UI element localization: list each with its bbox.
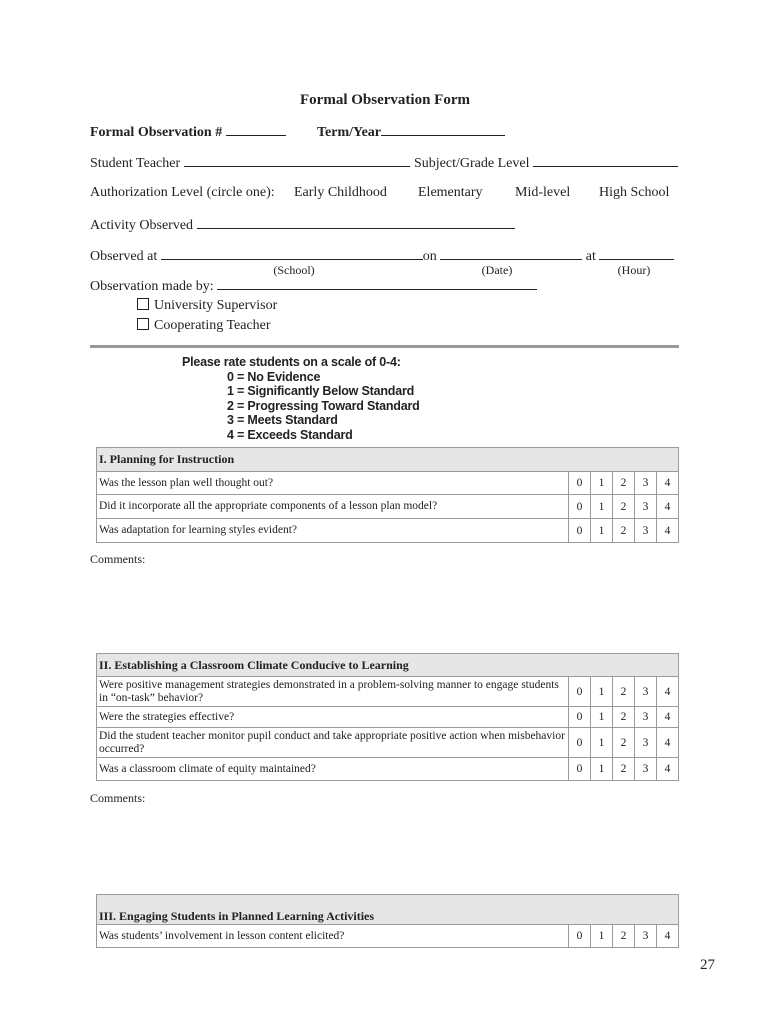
at-label: at xyxy=(585,249,596,264)
rating-2[interactable]: 2 xyxy=(613,728,635,758)
made-by-row xyxy=(90,277,537,295)
option-label: Cooperating Teacher xyxy=(154,318,271,333)
rating-3[interactable]: 3 xyxy=(635,495,657,519)
comments-label: Comments: xyxy=(90,552,146,566)
question: Was students’ involvement in lesson content elicited? xyxy=(97,925,569,948)
section-heading: III. Engaging Students in Planned Learning Activities xyxy=(97,895,679,925)
date-caption: (Date) xyxy=(481,263,513,277)
activity-row xyxy=(90,216,515,234)
term-year-label: Term/Year xyxy=(317,125,382,140)
rating-3[interactable]: 3 xyxy=(635,677,657,707)
rating-1[interactable]: 1 xyxy=(591,472,613,495)
rating-4[interactable]: 4 xyxy=(657,472,679,495)
rating-scale-heading: Please rate students on a scale of 0-4: xyxy=(182,355,401,369)
rating-2[interactable]: 2 xyxy=(613,925,635,948)
rating-1[interactable]: 1 xyxy=(591,758,613,781)
rating-1[interactable]: 1 xyxy=(591,728,613,758)
option-cooperating-teacher[interactable] xyxy=(137,318,271,334)
rating-1[interactable]: 1 xyxy=(591,519,613,543)
rating-3[interactable]: 3 xyxy=(635,758,657,781)
level-high-school[interactable]: High School xyxy=(599,185,670,200)
student-teacher-field[interactable] xyxy=(184,154,410,167)
option-university-supervisor[interactable] xyxy=(137,298,277,314)
term-year-field[interactable] xyxy=(381,123,505,136)
rating-4[interactable]: 4 xyxy=(657,519,679,543)
activity-field[interactable] xyxy=(197,216,515,229)
activity-label: Activity Observed xyxy=(90,218,194,233)
rating-0[interactable]: 0 xyxy=(569,925,591,948)
subject-label: Subject/Grade Level xyxy=(414,156,530,171)
subject-field[interactable] xyxy=(533,154,678,167)
table-row xyxy=(97,758,679,781)
checkbox-cooperating-teacher[interactable] xyxy=(137,318,149,330)
rating-4[interactable]: 4 xyxy=(657,495,679,519)
scale-item: 4 = Exceeds Standard xyxy=(227,427,353,442)
level-early-childhood[interactable]: Early Childhood xyxy=(294,185,387,200)
form-title: Formal Observation Form xyxy=(300,92,470,108)
date-field[interactable] xyxy=(440,247,582,260)
hour-caption: (Hour) xyxy=(617,263,651,277)
rating-0[interactable]: 0 xyxy=(569,495,591,519)
observation-number-row xyxy=(90,123,286,141)
student-teacher-label: Student Teacher xyxy=(90,156,181,171)
rating-2[interactable]: 2 xyxy=(613,758,635,781)
rating-0[interactable]: 0 xyxy=(569,758,591,781)
student-teacher-row xyxy=(90,154,410,172)
rating-1[interactable]: 1 xyxy=(591,677,613,707)
rating-1[interactable]: 1 xyxy=(591,707,613,728)
rating-4[interactable]: 4 xyxy=(657,728,679,758)
rating-4[interactable]: 4 xyxy=(657,758,679,781)
rating-scale xyxy=(182,355,420,442)
divider xyxy=(90,345,679,348)
observed-at-label: Observed at xyxy=(90,249,158,264)
term-year-row xyxy=(317,123,505,141)
section-heading: I. Planning for Instruction xyxy=(97,448,679,472)
authorization-label: Authorization Level (circle one): xyxy=(90,185,275,200)
on-label: on xyxy=(422,249,437,264)
table-row xyxy=(97,728,679,758)
hour-field[interactable] xyxy=(599,247,674,260)
rating-0[interactable]: 0 xyxy=(569,677,591,707)
rating-4[interactable]: 4 xyxy=(657,677,679,707)
table-row xyxy=(97,472,679,495)
section-climate-table xyxy=(96,653,679,781)
school-caption: (School) xyxy=(273,263,315,277)
section-planning-table xyxy=(96,447,679,543)
level-elementary[interactable]: Elementary xyxy=(418,185,483,200)
observation-number-label: Formal Observation # xyxy=(90,125,223,140)
scale-item: 3 = Meets Standard xyxy=(227,413,338,427)
scale-item: 2 = Progressing Toward Standard xyxy=(227,398,420,413)
rating-4[interactable]: 4 xyxy=(657,707,679,728)
question: Did the student teacher monitor pupil conduct and take appropriate positive action when misbehavior occurred? xyxy=(97,728,569,758)
subject-row xyxy=(414,154,678,172)
question: Were positive management strategies demonstrated in a problem-solving manner to engage students in “on-task” behavior? xyxy=(97,677,569,707)
checkbox-university-supervisor[interactable] xyxy=(137,298,149,310)
rating-1[interactable]: 1 xyxy=(591,925,613,948)
question: Was the lesson plan well thought out? xyxy=(97,472,569,495)
question: Did it incorporate all the appropriate components of a lesson plan model? xyxy=(97,495,569,519)
table-row xyxy=(97,519,679,543)
rating-3[interactable]: 3 xyxy=(635,472,657,495)
comments-label: Comments: xyxy=(90,791,146,805)
table-row xyxy=(97,925,679,948)
section-heading: II. Establishing a Classroom Climate Conducive to Learning xyxy=(97,654,679,677)
rating-3[interactable]: 3 xyxy=(635,519,657,543)
question: Were the strategies effective? xyxy=(97,707,569,728)
observed-at-row xyxy=(90,247,674,265)
option-label: University Supervisor xyxy=(154,298,278,313)
rating-3[interactable]: 3 xyxy=(635,925,657,948)
rating-4[interactable]: 4 xyxy=(657,925,679,948)
made-by-field[interactable] xyxy=(217,277,537,290)
rating-0[interactable]: 0 xyxy=(569,728,591,758)
section-engagement-table xyxy=(96,894,679,948)
scale-item: 0 = No Evidence xyxy=(227,369,321,384)
made-by-label: Observation made by: xyxy=(90,279,214,294)
rating-0[interactable]: 0 xyxy=(569,472,591,495)
rating-2[interactable]: 2 xyxy=(613,472,635,495)
page-number: 27 xyxy=(700,957,715,973)
level-mid-level[interactable]: Mid-level xyxy=(515,185,571,200)
scale-item: 1 = Significantly Below Standard xyxy=(227,384,415,398)
rating-2[interactable]: 2 xyxy=(613,677,635,707)
table-row xyxy=(97,495,679,519)
rating-2[interactable]: 2 xyxy=(613,519,635,543)
rating-0[interactable]: 0 xyxy=(569,519,591,543)
table-row xyxy=(97,707,679,728)
rating-3[interactable]: 3 xyxy=(635,728,657,758)
question: Was adaptation for learning styles evident? xyxy=(97,519,569,543)
rating-3[interactable]: 3 xyxy=(635,707,657,728)
observation-number-field[interactable] xyxy=(226,123,286,136)
rating-2[interactable]: 2 xyxy=(613,495,635,519)
question: Was a classroom climate of equity maintained? xyxy=(97,758,569,781)
school-field[interactable] xyxy=(161,247,423,260)
rating-2[interactable]: 2 xyxy=(613,707,635,728)
table-row xyxy=(97,677,679,707)
rating-1[interactable]: 1 xyxy=(591,495,613,519)
rating-0[interactable]: 0 xyxy=(569,707,591,728)
